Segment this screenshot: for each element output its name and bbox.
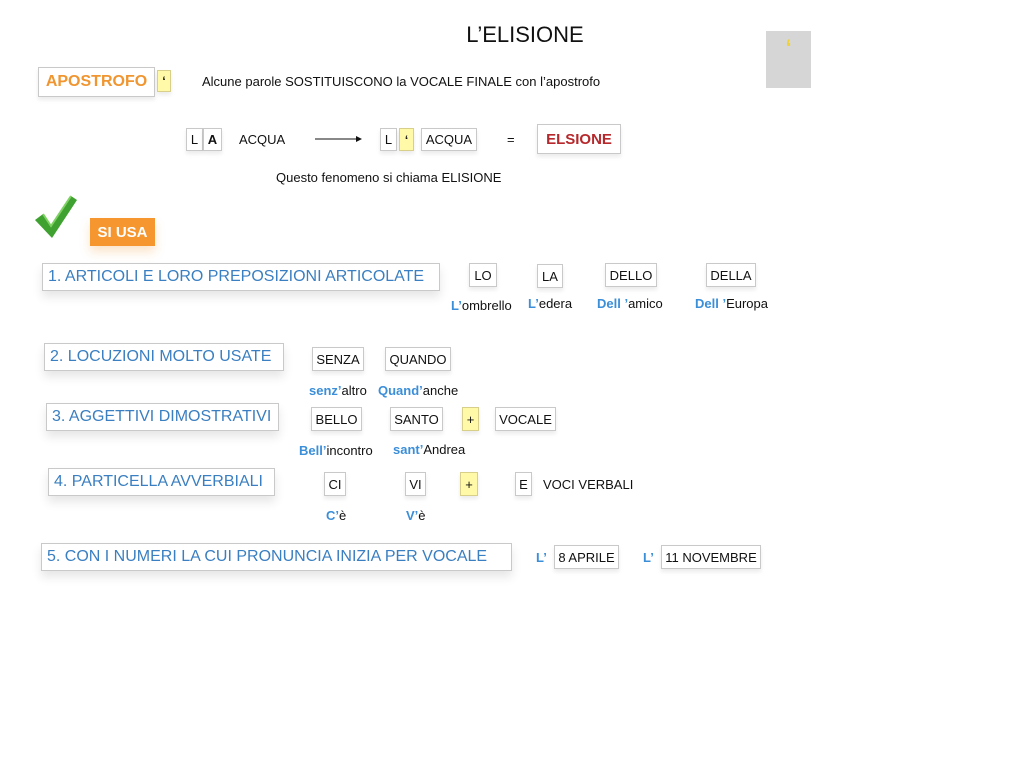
example-apostrophe: ‘	[399, 128, 414, 151]
box-lo: LO	[469, 263, 497, 287]
example-delleuropa: Dell ’Europa	[695, 296, 768, 311]
example-caption: Questo fenomeno si chiama ELISIONE	[276, 170, 502, 185]
box-plus-2: +	[460, 472, 478, 496]
section-articoli: 1. ARTICOLI E LORO PREPOSIZIONI ARTICOLATE	[42, 263, 440, 291]
apostrofo-description: Alcune parole SOSTITUISCONO la VOCALE FINALE con l’apostrofo	[202, 74, 601, 89]
example-letter-l: L	[186, 128, 203, 151]
section-numeri: 5. CON I NUMERI LA CUI PRONUNCIA INIZIA PER VOCALE	[41, 543, 512, 571]
example-result: ELSIONE	[537, 124, 621, 154]
box-santo: SANTO	[390, 407, 443, 431]
box-dello: DELLO	[605, 263, 657, 287]
example-letter-l-2: L	[380, 128, 397, 151]
example-word-acqua: ACQUA	[239, 132, 286, 147]
prefix-l-1: L’	[536, 550, 547, 565]
box-della: DELLA	[706, 263, 756, 287]
prefix-l-2: L’	[643, 550, 654, 565]
box-ci: CI	[324, 472, 346, 496]
example-senzaltro: senz’altro	[309, 383, 367, 398]
example-lombrello: L’ombrello	[451, 298, 512, 313]
box-quando: QUANDO	[385, 347, 451, 371]
example-ledera: L’edera	[528, 296, 573, 311]
section-particelle: 4. PARTICELLA AVVERBIALI	[48, 468, 275, 496]
example-quandanche: Quand’anche	[378, 383, 459, 398]
apostrofo-mark: ‘	[157, 70, 171, 92]
box-e: E	[515, 472, 532, 496]
example-bellincontro: Bell’incontro	[299, 443, 373, 458]
example-ce: C’è	[326, 508, 347, 523]
box-11-novembre: 11 NOVEMBRE	[661, 545, 761, 569]
section-aggettivi: 3. AGGETTIVI DIMOSTRATIVI	[46, 403, 279, 431]
box-8-aprile: 8 APRILE	[554, 545, 619, 569]
example-equals: =	[507, 132, 515, 147]
box-senza: SENZA	[312, 347, 364, 371]
checkmark-icon	[33, 194, 79, 242]
voci-verbali-label: VOCI VERBALI	[543, 477, 634, 492]
corner-thumbnail	[766, 31, 811, 88]
apostrofo-label: APOSTROFO	[38, 67, 155, 97]
section-locuzioni: 2. LOCUZIONI MOLTO USATE	[44, 343, 284, 371]
example-letter-a: A	[203, 128, 222, 151]
page-title: L’ELISIONE	[466, 22, 584, 47]
example-word-acqua-2: ACQUA	[421, 128, 477, 151]
example-dellamico: Dell ’amico	[597, 296, 663, 311]
box-la: LA	[537, 264, 563, 288]
box-vocale: VOCALE	[495, 407, 556, 431]
example-santandrea: sant’Andrea	[393, 442, 466, 457]
corner-apostrophe-mark: ‘	[785, 35, 792, 60]
example-ve: V’è	[406, 508, 426, 523]
box-plus: +	[462, 407, 479, 431]
si-usa-label: SI USA	[90, 218, 155, 246]
box-bello: BELLO	[311, 407, 362, 431]
arrow-right-icon	[314, 133, 364, 145]
box-vi: VI	[405, 472, 426, 496]
